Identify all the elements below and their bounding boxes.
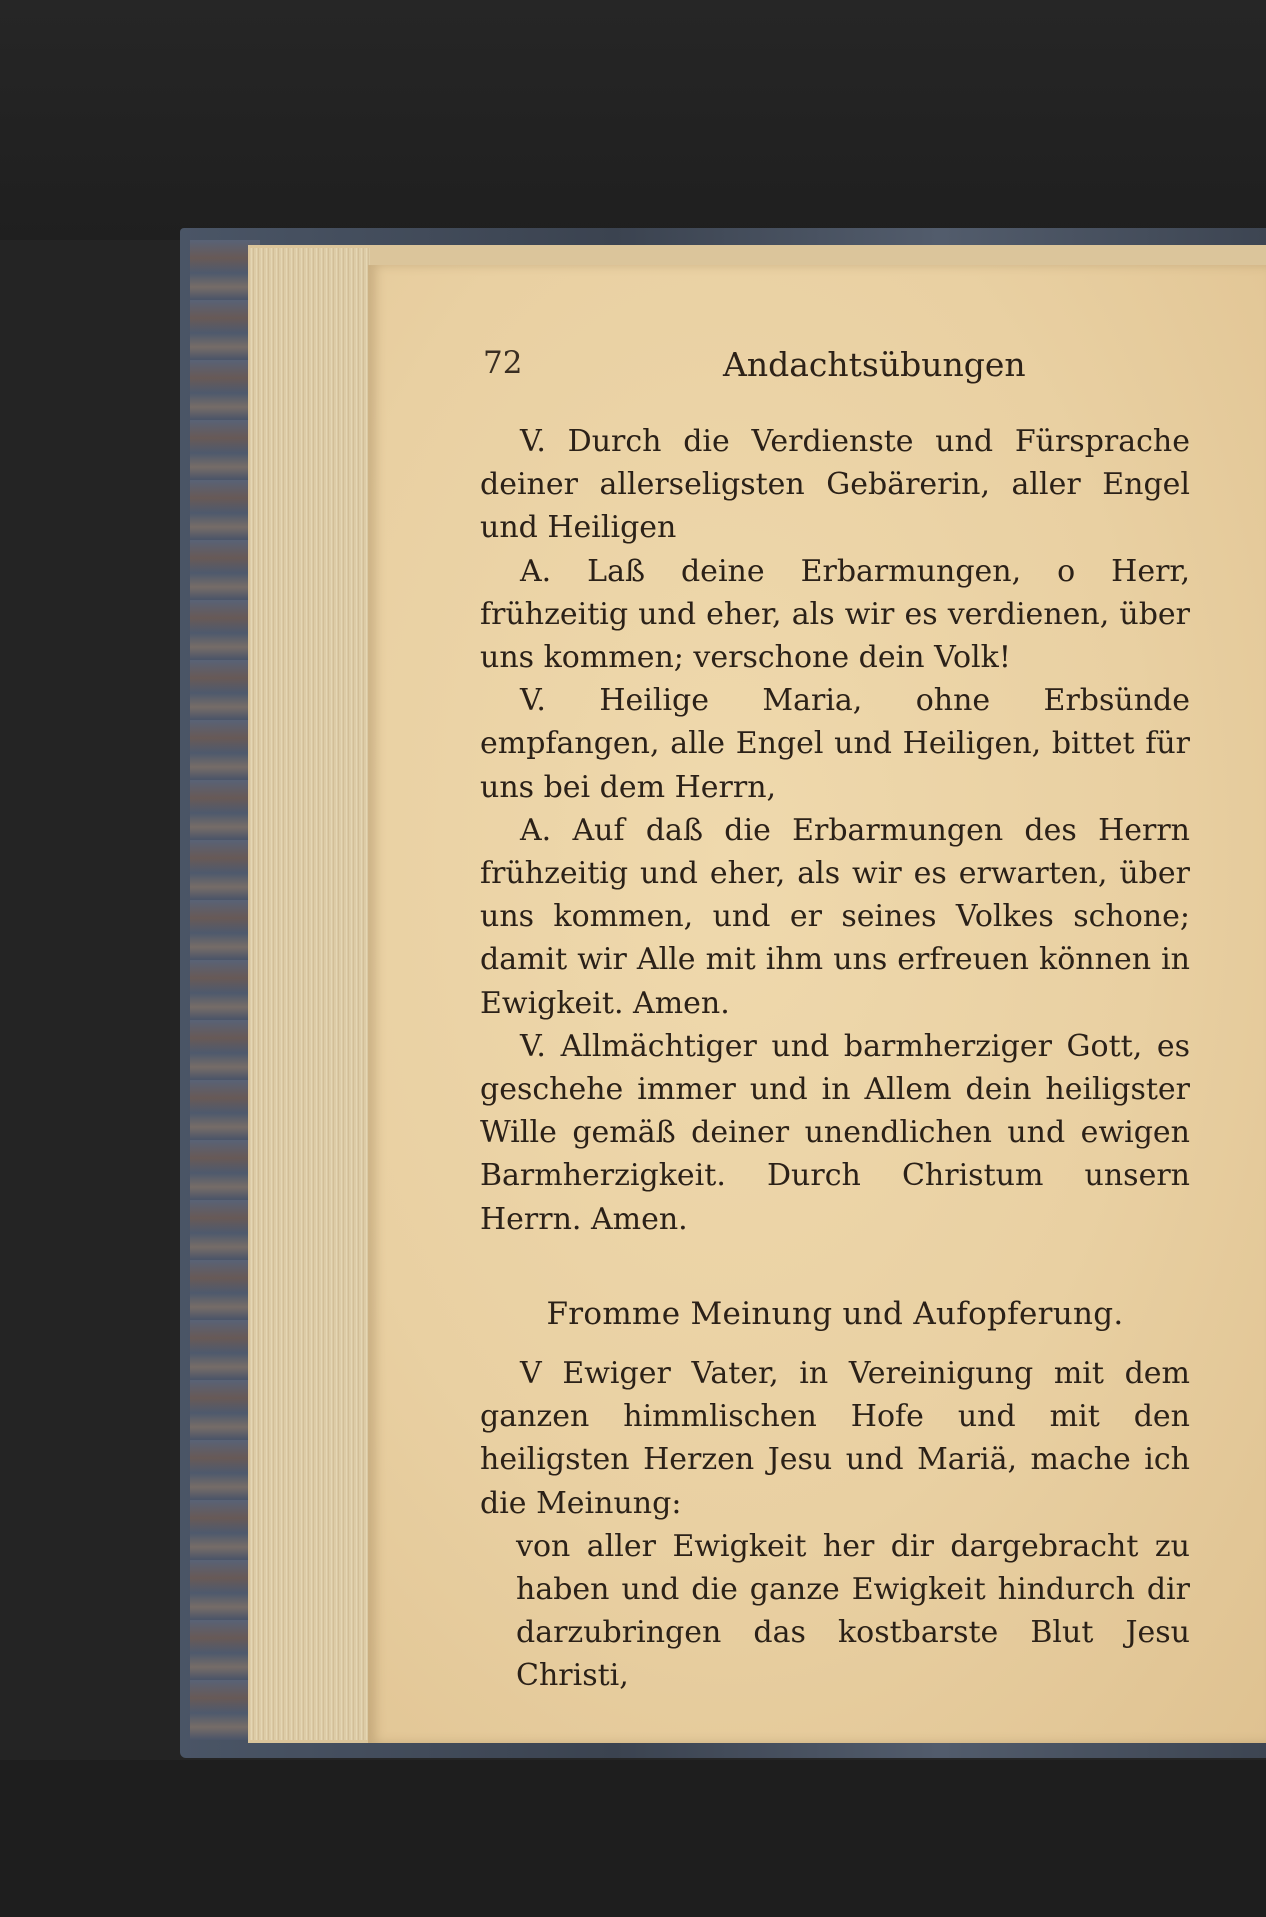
- section-intro: V Ewiger Vater, in Vereinigung mit dem ganzen himmlischen Hofe und mit den heiligsten Herzen Jesu und Mariä, mache ich die Meinung:: [480, 1356, 1190, 1521]
- section-heading: Fromme Meinung und Aufopferung.: [546, 1295, 1124, 1332]
- paragraph: A. Auf daß die Erbarmungen des Herrn frühzeitig und eher, als wir es erwarten, über uns kommen, und er seines Volkes schone; damit wir Alle mit ihm uns erfreuen können in Ewigkeit. Amen.: [480, 812, 1190, 1021]
- paragraph: A. Laß deine Erbarmungen, o Herr, frühzeitig und eher, als wir es verdienen, über uns kommen; verschone dein Volk!: [480, 553, 1190, 676]
- background-bottom: [0, 1760, 1266, 1917]
- paragraph: V. Allmächtiger und barmherziger Gott, es geschehe immer und in Allem dein heiligster Wille gemäß deiner unendlichen und ewigen Barmherzigkeit. Durch Christum unsern Herrn. Amen.: [480, 1028, 1190, 1237]
- page-number: 72: [483, 345, 523, 381]
- page-text: [480, 420, 1190, 1698]
- page-edges: [250, 248, 370, 1740]
- paragraph: V. Heilige Maria, ohne Erbsünde empfangen, alle Engel und Heiligen, bittet für uns bei dem Herrn,: [480, 683, 1190, 805]
- paragraph: V. Durch die Verdienste und Fürsprache deiner allerseligsten Gebärerin, aller Engel und Heiligen: [480, 424, 1190, 546]
- background-top: [0, 0, 1266, 240]
- section-indented-text: von aller Ewigkeit her dir dargebracht zu haben und die ganze Ewigkeit hindurch dir darzubringen das kostbarste Blut Jesu Christi,: [516, 1528, 1190, 1694]
- running-head: Andachtsübungen: [723, 345, 1026, 384]
- page-header: [483, 345, 1183, 395]
